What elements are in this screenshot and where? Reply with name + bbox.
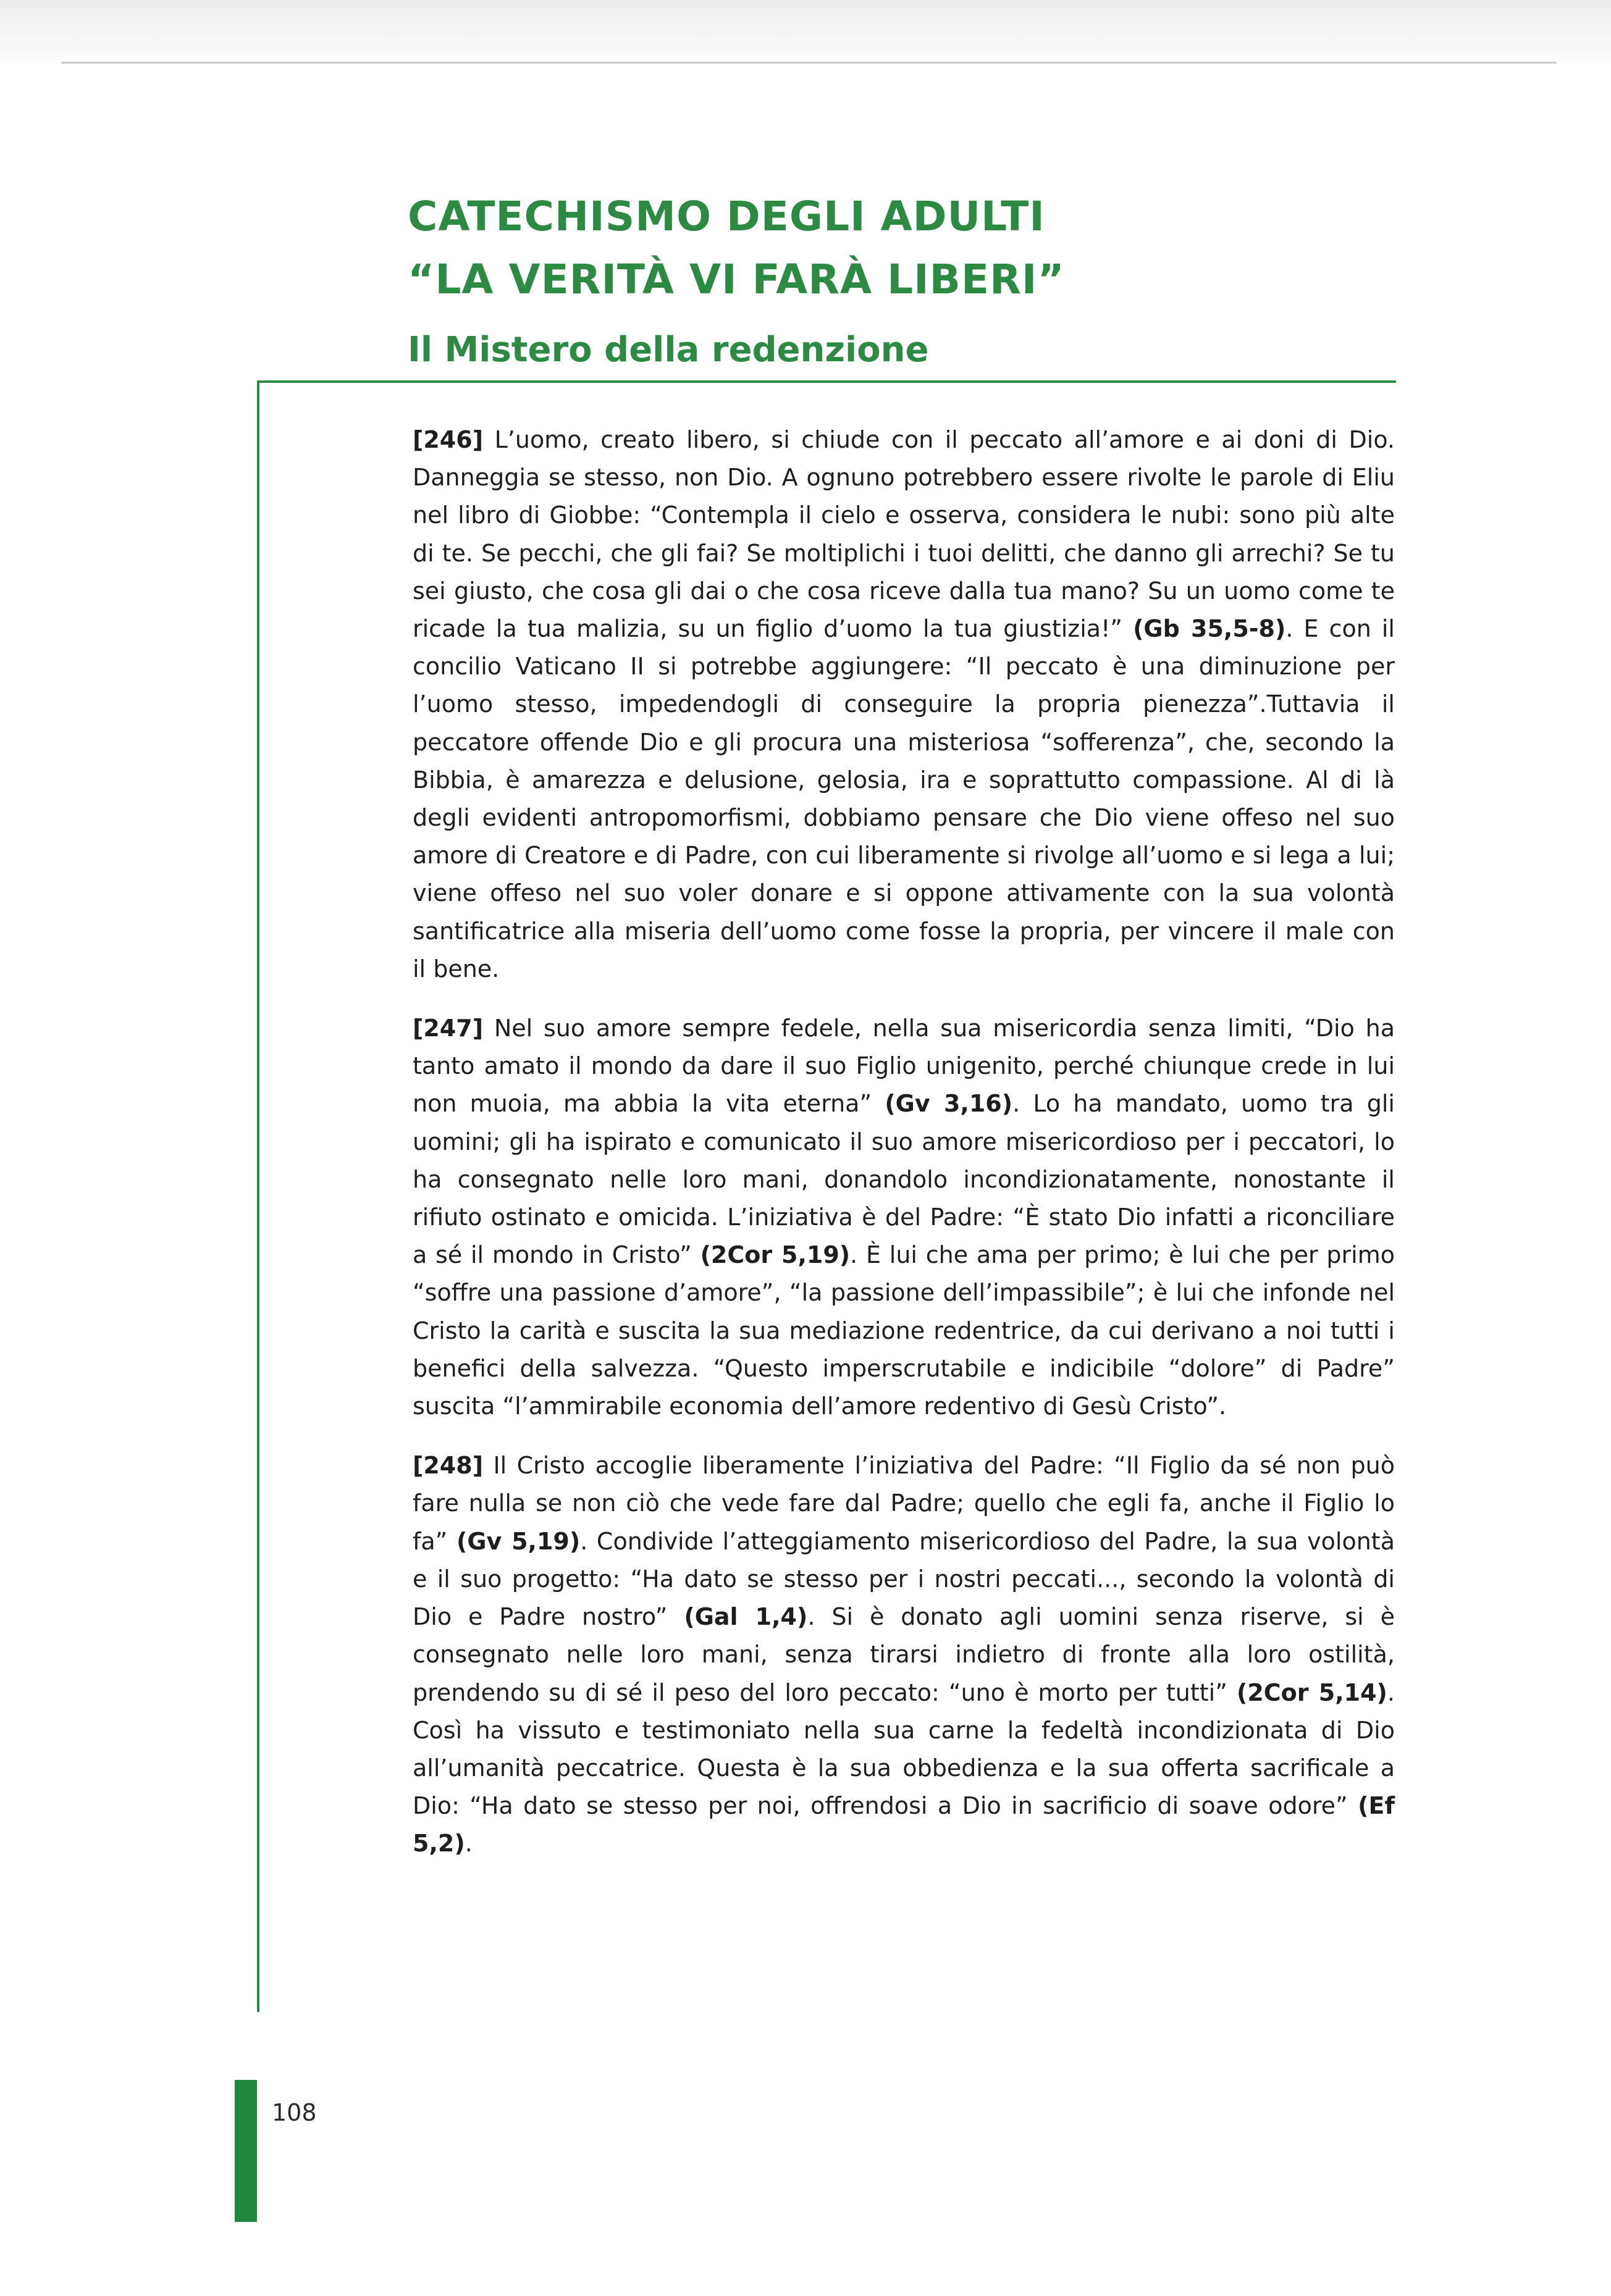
paragraph-text: . E con il concilio Vaticano II si potrebbe aggiungere: “Il peccato è una diminuzione per l’uomo stesso, impedendogli di conseguire la propria pienezza”.Tuttavia il peccatore offende Dio e gli procura una misteriosa “sofferenza”, che, secondo la Bibbia, è amarezza e delusione, gelosia, ira e soprattutto compassione. Al di là degli evidenti antropomorfismi, dobbiamo pensare che Dio viene offeso nel suo amore di Creatore e di Padre, con cui liberamente si rivolge all’uomo e si lega a lui; viene offeso nel suo voler donare e si oppone attivamente con la sua volontà santificatrice alla miseria dell’uomo come fosse la propria, per vincere il male con il bene.	[413, 615, 1395, 983]
paragraph-246	[413, 421, 1395, 988]
paragraph-text: . È lui che ama per primo; è lui che per primo “soffre una passione d’amore”, “la passione dell’impassibile”; è lui che infonde nel Cristo la carità e suscita la sua mediazione redentrice, da cui derivano a noi tutti i benefici della salvezza. “Questo imperscrutabile e indicibile “dolore” di Padre” suscita “l’ammirabile economia dell’amore redentivo di Gesù Cristo”.	[413, 1241, 1395, 1420]
paragraph-text: . Lo ha mandato, uomo tra gli uomini; gli ha ispirato e comunicato il suo amore misericordioso per i peccatori, lo ha consegnato nelle loro mani, donandolo incondizionatamente, nonostante il rifiuto ostinato e omicida. L’iniziativa è del Padre: “È stato Dio infatti a riconciliare a sé il mondo in Cristo”	[413, 1090, 1395, 1269]
page-tab-marker	[235, 2080, 257, 2222]
paragraph-number: [248]	[413, 1452, 484, 1480]
bible-reference: (Gv 3,16)	[885, 1090, 1013, 1118]
bible-reference: (Ef 5,2)	[413, 1792, 1395, 1858]
title-line-2: “LA VERITÀ VI FARÀ LIBERI”	[408, 256, 1065, 303]
paragraph-text: Nel suo amore sempre fedele, nella sua misericordia senza limiti, “Dio ha tanto amato il mondo da dare il suo Figlio unigenito, perché chiunque crede in lui non muoia, ma abbia la vita eterna”	[413, 1015, 1395, 1118]
bible-reference: (2Cor 5,19)	[700, 1241, 851, 1269]
scan-top-shadow	[0, 0, 1611, 68]
paragraph-text: L’uomo, creato libero, si chiude con il peccato all’amore e ai doni di Dio. Danneggia se stesso, non Dio. A ognuno potrebbero essere rivolte le parole di Eliu nel libro di Giobbe: “Contempla il cielo e osserva, considera le nubi: sono più alte di te. Se pecchi, che gli fai? Se moltiplichi i tuoi delitti, che danno gli arrechi? Se tu sei giusto, che cosa gli dai o che cosa riceve dalla tua mano? Su un uomo come te ricade la tua malizia, su un figlio d’uomo la tua giustizia!”	[413, 426, 1395, 643]
bible-reference: (2Cor 5,14)	[1236, 1678, 1387, 1706]
title-line-1: CATECHISMO DEGLI ADULTI	[408, 193, 1045, 240]
bible-reference: (Gv 5,19)	[456, 1527, 581, 1555]
section-subtitle: Il Mistero della redenzione	[408, 330, 929, 370]
bible-reference: (Gal 1,4)	[684, 1603, 808, 1631]
paragraph-text: Il Cristo accoglie liberamente l’iniziativa del Padre: “Il Figlio da sé non può fare nulla se non ciò che vede fare dal Padre; quello che egli fa, anche il Figlio lo fa”	[413, 1452, 1395, 1555]
paragraph-248	[413, 1447, 1395, 1862]
chapter-title	[408, 185, 1396, 311]
body-text	[413, 421, 1395, 1885]
bible-reference: (Gb 35,5-8)	[1133, 615, 1286, 643]
frame-left-rule	[257, 380, 259, 2012]
paragraph-text: . Condivide l’atteggiamento misericordioso del Padre, la sua volontà e il suo progetto: “Ha dato se stesso per i nostri peccati..., secondo la volontà di Dio e Padre nostro”	[413, 1527, 1395, 1631]
paragraph-number: [247]	[413, 1015, 484, 1042]
paragraph-247	[413, 1010, 1395, 1425]
paragraph-text: . Si è donato agli uomini senza riserve, si è consegnato nelle loro mani, senza tirarsi indietro di fronte alla loro ostilità, prendendo su di sé il peso del loro peccato: “uno è morto per tutti”	[413, 1603, 1395, 1706]
scan-top-rule	[62, 62, 1557, 64]
frame-top-rule	[258, 380, 1396, 383]
page-number: 108	[272, 2099, 317, 2126]
paragraph-number: [246]	[413, 426, 484, 453]
paragraph-text: .	[465, 1830, 473, 1858]
paragraph-text: . Così ha vissuto e testimoniato nella sua carne la fedeltà incondizionata di Dio all’umanità peccatrice. Questa è la sua obbedienza e la sua offerta sacrificale a Dio: “Ha dato se stesso per noi, offrendosi a Dio in sacrificio di soave odore”	[413, 1678, 1395, 1820]
